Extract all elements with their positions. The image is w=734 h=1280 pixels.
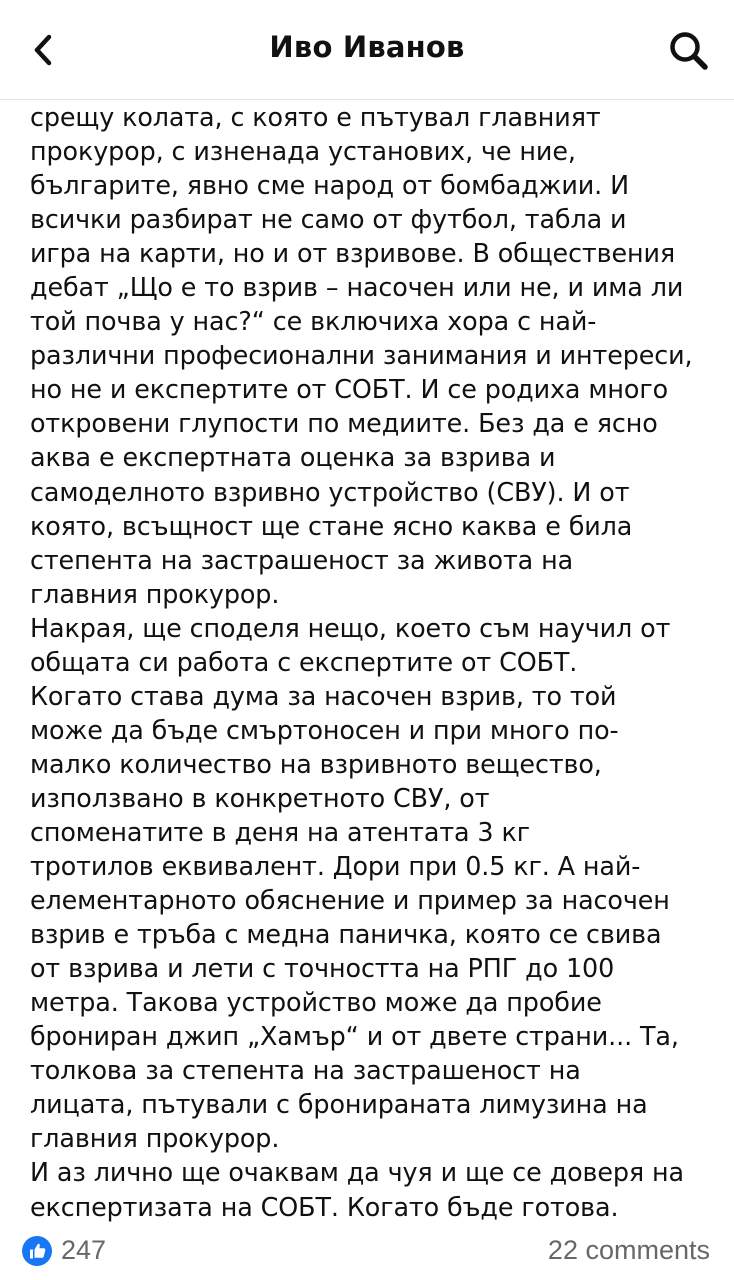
like-thumb-icon (22, 1236, 52, 1266)
search-icon (666, 28, 712, 74)
like-reaction-badge[interactable] (22, 1236, 52, 1266)
post-text: срещу колата, с която е пътувал главният прокурор, с изненада установих, че ние, българите, явно сме народ от бомбаджии. И всички разбират не само от футбол, табла и игра на карти, но и от взривове. В обществения дебат „Що е то взрив – насочен или не, и има ли той почва у нас?“ се включиха хора с най- различни професионални занимания и интереси, но не и експертите от СОБТ. И се родиха много откровени глупости по медиите. Без да е ясно аква е експертната оценка за взрива и самоделното взривно устройство (СВУ). И от която, всъщност ще стане ясно каква е била степента на застрашеност за живота на главния прокурор. Накрая, ще споделя нещо, което съм научил от общата си работа с експертите от СОБТ. Когато става дума за насочен взрив, то той може да бъде смъртоносен и при много по- малко количество на взривното вещество, използвано в конкретното СВУ, от споменатите в деня на атентата 3 кг тротилов еквивалент. Дори при 0.5 кг. А най- елементарното обяснение и пример за насочен взрив е тръба с медна паничка, която се свива от взрива и лети с точността на РПГ до 100 метра. Такова устройство може да пробие брониран джип „Хамър“ и от двете страни... Та, толкова за степента на застрашеност на лицата, пътували с бронираната лимузина на главния прокурор. И аз лично ще очаквам да чуя и ще се доверя на експертизата на СОБТ. Когато бъде готова. (30, 102, 693, 1222)
search-button[interactable] (666, 28, 712, 74)
comments-count[interactable]: 22 comments (547, 1235, 710, 1265)
app-header (0, 0, 734, 100)
page-title: Иво Иванов (269, 30, 465, 64)
like-count[interactable]: 247 (61, 1235, 107, 1265)
